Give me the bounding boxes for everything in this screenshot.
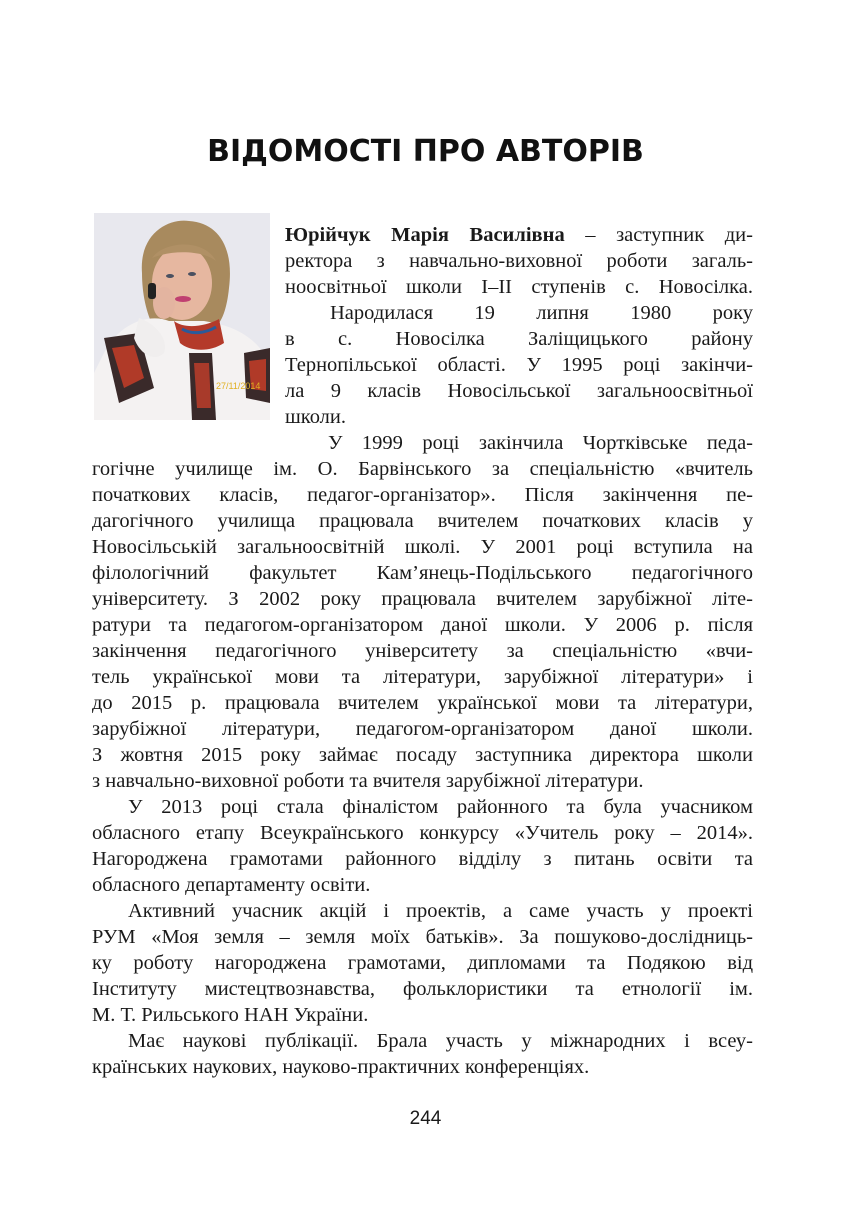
text-line: ноосвітньої школи І–ІІ ступенів с. Новосілка. bbox=[285, 276, 753, 298]
text-line: в с. Новосілка Заліщицького району bbox=[285, 328, 753, 350]
text-line: М. Т. Рильського НАН України. bbox=[92, 1004, 369, 1026]
text-line: дагогічного училища працювала вчителем початкових класів у bbox=[92, 510, 753, 532]
text-line: тель української мови та літератури, зарубіжної літератури» і bbox=[92, 666, 753, 688]
text-line: країнських наукових, науково-практичних конференціях. bbox=[92, 1056, 590, 1078]
text-line: обласного департаменту освіти. bbox=[92, 874, 371, 896]
text-line: зарубіжної літератури, педагогом-організатором даної школи. bbox=[92, 718, 753, 740]
text-line: Інституту мистецтвознавства, фольклористики та етнології ім. bbox=[92, 978, 753, 1000]
text-line: Новосільській загальноосвітній школі. У 2001 році вступила на bbox=[92, 536, 753, 558]
text-line: РУМ «Моя земля – земля моїх батьків». За пошуково-дослідниць- bbox=[92, 926, 753, 948]
text-line: ратури та педагогом-організатором даної школи. У 2006 р. після bbox=[92, 614, 753, 636]
text-line: Нагороджена грамотами районного відділу з питань освіти та bbox=[92, 848, 753, 870]
page-title: ВІДОМОСТІ ПРО АВТОРІВ bbox=[207, 134, 644, 169]
text-line: до 2015 р. працювала вчителем української мови та літератури, bbox=[92, 692, 753, 714]
text-line: ку роботу нагороджена грамотами, дипломами та Подякою від bbox=[92, 952, 753, 974]
text-line: школи. bbox=[285, 406, 347, 428]
text-line: Активний учасник акцій і проектів, а саме участь у проекті bbox=[128, 900, 753, 922]
text-line: закінчення педагогічного університету за спеціальністю «вчи- bbox=[92, 640, 753, 662]
author-name: Юрійчук Марія Василівна bbox=[285, 224, 565, 246]
text-line: Тернопільської області. У 1995 році закінчи- bbox=[285, 354, 753, 376]
svg-text:27/11/2014: 27/11/2014 bbox=[216, 381, 261, 391]
text-line: з навчально-виховної роботи та вчителя зарубіжної літератури. bbox=[92, 770, 644, 792]
text-line: ректора з навчально-виховної роботи загаль- bbox=[285, 250, 753, 272]
text-line: ла 9 класів Новосільської загальноосвітньої bbox=[285, 380, 753, 402]
text-line: Народилася 19 липня 1980 року bbox=[330, 302, 753, 324]
portrait-image bbox=[94, 213, 270, 420]
text-line: філологічний факультет Кам’янець-Подільського педагогічного bbox=[92, 562, 753, 584]
text-line: початкових класів, педагог-організатор». Після закінчення пе- bbox=[92, 484, 753, 506]
text-line: гогічне училище ім. О. Барвінського за спеціальністю «вчитель bbox=[92, 458, 753, 480]
text-line: Юрійчук Марія Василівна – заступник ди- bbox=[285, 224, 753, 246]
page-number: 244 bbox=[409, 1108, 442, 1129]
text-line: Має наукові публікації. Брала участь у міжнародних і всеу- bbox=[128, 1030, 753, 1052]
author-photo bbox=[94, 213, 270, 420]
text-line: У 2013 році стала фіналістом районного та була учасником bbox=[128, 796, 753, 818]
text-line: У 1999 році закінчила Чортківське педа- bbox=[328, 432, 753, 454]
text-line: обласного етапу Всеукраїнського конкурсу «Учитель року – 2014». bbox=[92, 822, 753, 844]
text-line: університету. З 2002 року працювала вчителем зарубіжної літе- bbox=[92, 588, 753, 610]
text-line: З жовтня 2015 року займає посаду заступника директора школи bbox=[92, 744, 753, 766]
